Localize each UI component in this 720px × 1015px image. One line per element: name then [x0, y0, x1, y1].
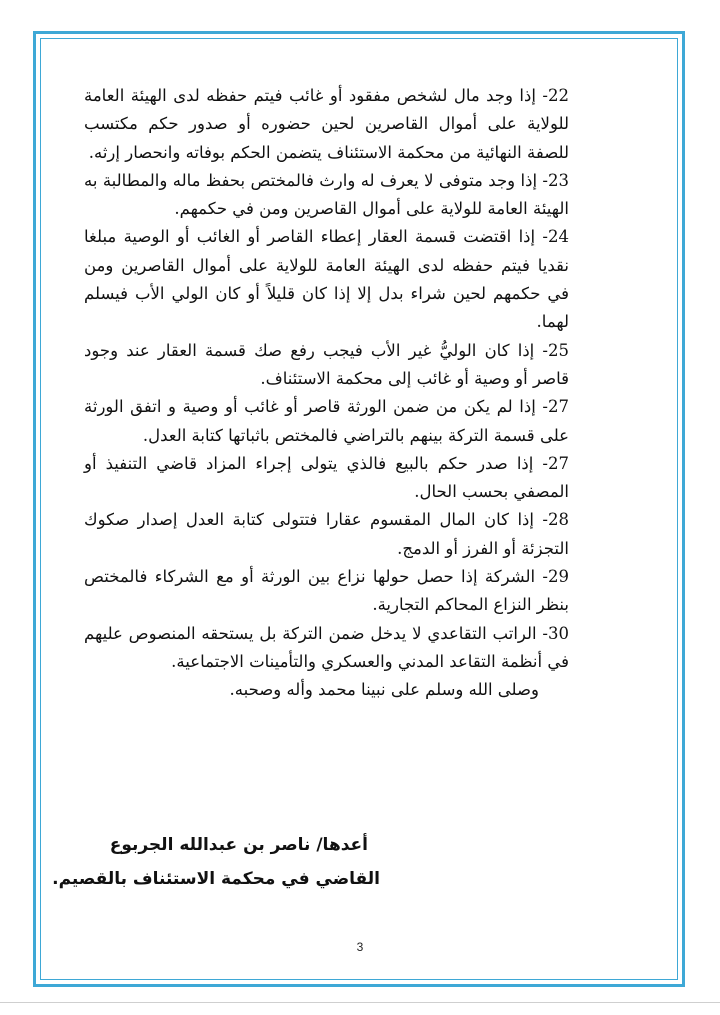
item-29: 29- الشركة إذا حصل حولها نزاع بين الورثة أو مع الشركاء فالمختص بنظر النزاع المحاكم التجارية. — [84, 567, 569, 615]
item-27-b: 27- إذا صدر حكم بالبيع فالذي يتولى إجراء المزاد قاضي التنفيذ أو المصفي بحسب الحال. — [84, 453, 569, 502]
signature-title: القاضي في محكمة الاستئناف بالقصيم. — [52, 869, 380, 889]
item-28: 28- إذا كان المال المقسوم عقارا فتتولى كتابة العدل إصدار صكوك التجزئة أو الفرز أو الدمج. — [84, 510, 569, 558]
item-22: 22- إذا وجد مال لشخص مفقود أو غائب فيتم حفظه لدى الهيئة العامة للولاية على أموال القاصرين لحين حضوره أو صدور حكم مكتسب للصفة النهائية من محكمة الاستئناف يتضمن الحكم بوفاته وانحصار إرثه. — [84, 86, 569, 162]
signature-block — [52, 828, 380, 896]
document-body — [84, 82, 569, 721]
bottom-divider — [0, 1002, 720, 1003]
item-27-a: 27- إذا لم يكن من ضمن الورثة قاصر أو غائب أو وصية و اتفق الورثة على قسمة التركة بينهم بالتراضي فالمختص باثباتها كتابة العدل. — [84, 397, 569, 445]
closing-prayer: وصلى الله وسلم على نبينا محمد وأله وصحبه. — [229, 680, 539, 700]
item-25: 25- إذا كان الوليُّ غير الأب فيجب رفع صك قسمة العقار عند وجود قاصر أو وصية أو غائب إلى محكمة الاستئناف. — [84, 340, 569, 388]
signature-author: أعدها/ ناصر بن عبدالله الجربوع — [109, 835, 368, 855]
item-30: 30- الراتب التقاعدي لا يدخل ضمن التركة بل يستحقه المنصوص عليهم في أنظمة التقاعد المدني والعسكري والتأمينات الاجتماعية. — [84, 623, 569, 671]
page-number: 3 — [356, 940, 364, 954]
item-23: 23- إذا وجد متوفى لا يعرف له وارث فالمختص بحفظ ماله والمطالبة به الهيئة العامة للولاية على أموال القاصرين ومن في حكمهم. — [84, 170, 569, 219]
item-24: 24- إذا اقتضت قسمة العقار إعطاء القاصر أو الغائب أو الوصية مبلغا نقديا فيتم حفظه لدى الهيئة العامة للولاية على أموال القاصرين ومن في حكمهم لحين شراء بدل إلا إذا كان قليلاً أو كان الولي الأب فيسلم لهما. — [84, 227, 570, 332]
